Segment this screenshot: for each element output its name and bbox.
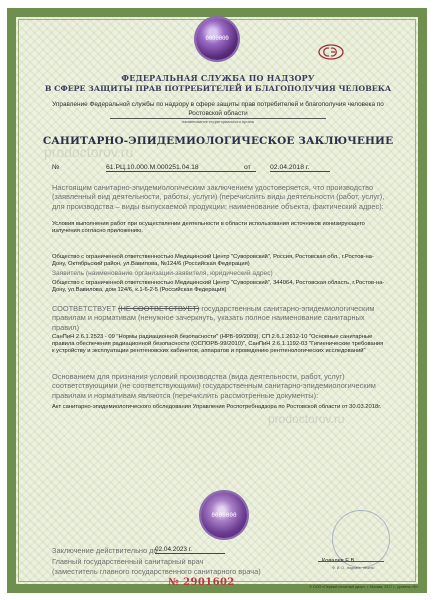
valid-until-date: 02.04.2023 г. — [155, 546, 225, 554]
intro-paragraph: Настоящим санитарно-эпидемиологическим заключением удостоверяется, что производство (заявленный вид деятельности, работы, услуги) (перечислить виды деятельности (работ, услуг), для производства – виды выпускаемой продукции; наименование объекта, фактический адрес): — [52, 183, 385, 211]
office-caption: наименование территориального органа — [182, 120, 254, 124]
number-label: № — [52, 164, 60, 171]
se-logo-icon — [318, 44, 344, 60]
printer-imprint: © ООО «Первый печатный двор», г. Москва, 2017 г., уровень «Б» — [309, 585, 418, 589]
territorial-office: Управление Федеральной службы по надзору в сфере защиты прав потребителей и благополучия человека по Ростовской области — [52, 101, 384, 117]
organization-object: Общество с ограниченной ответственностью Медицинский Центр "Суворовский", Россия, Ростовская обл., г.Ростов-на-Дону, Октябрьский район, ул.Вавилова, №124/6 (Российская Федерация) — [52, 254, 374, 268]
agency-name-line2: В СФЕРЕ ЗАЩИТЫ ПРАВ ПОТРЕБИТЕЛЕЙ И БЛАГОПОЛУЧИЯ ЧЕЛОВЕКА — [44, 84, 392, 93]
hologram-seal-icon — [201, 492, 247, 538]
watermark-bottom: prodoctorov.ru — [268, 412, 345, 426]
signature-line — [318, 561, 384, 562]
activity-text: Условия выполнения работ при осуществлении деятельности в области использования источников ионизирующего излучения согласно приложению. — [52, 221, 365, 235]
inspection-act: Акт санитарно-эпидемиологического обследования Управления Роспотребнадзора по Ростовской области от 30.03.2018г. — [52, 404, 382, 410]
hologram-number: 0000000 — [205, 35, 229, 42]
agency-name-line1: ФЕДЕРАЛЬНАЯ СЛУЖБА ПО НАДЗОРУ — [121, 73, 315, 83]
document-date: 02.04.2018 г. — [270, 164, 330, 172]
hologram-emblem-icon — [196, 18, 238, 60]
compliance-rest: государственным санитарно-эпидемиологическим правилам и нормативам (ненужное зачеркнуть, указать полное наименование санитарных правил) — [52, 304, 375, 332]
applicant-label: Заявитель (наименование организации-заявителя, юридический адрес) — [52, 270, 273, 277]
signatory-name: Ковалев Е.В. — [322, 558, 356, 564]
compliance-struck: (НЕ СООТВЕТСТВУЕТ) — [118, 304, 200, 313]
seal-number: 0000000 — [211, 512, 237, 519]
doctor-title-line2: (заместитель главного государственного санитарного врача) — [52, 567, 261, 576]
date-label: от — [244, 164, 251, 171]
compliance-lead: СООТВЕТСТВУЕТ — [52, 304, 116, 313]
signature-caption: Ф. И. О., подпись, печать — [332, 566, 374, 570]
document-title: САНИТАРНО-ЭПИДЕМИОЛОГИЧЕСКОЕ ЗАКЛЮЧЕНИЕ — [42, 135, 394, 147]
compliance-paragraph — [52, 304, 386, 332]
form-serial-number: № 2901602 — [168, 577, 235, 588]
organization-applicant: Общество с ограниченной ответственностью Медицинский Центр "Суворовский", 344064, Ростовская область, г.Ростов-на-Дону, ул.Вавилова, дом 124/6, к.1-6-2-5 (Российская Федерация) — [52, 280, 385, 294]
valid-until-label: Заключение действительно до — [52, 546, 158, 555]
watermark-top: prodoctorov.ru — [44, 144, 134, 160]
office-underline — [110, 118, 326, 119]
doctor-title-line1: Главный государственный санитарный врач — [52, 557, 204, 566]
norms-list: СанПиН 2.6.1.2523 - 09 "Нормы радиационной безопасности" (НРБ-99/2009), СП 2.6.1.2612-10 "Основные санитарные правила обеспечения радиационной безопасности (ОСПОРБ-99/2010)", СанПиН 2.6.1.1192-03 "Гигиенические требования к устройству и эксплуатации рентгеновских кабинетов, аппаратов и проведению рентгенологических исследований" — [52, 334, 384, 355]
basis-paragraph: Основанием для признания условий производства (вида деятельности, работ, услуг) соответствующими (не соответствующими) государственным санитарно-эпидемиологическим правилам и нормативам являются (перечислить рассмотренные документы): — [52, 372, 376, 400]
document-number: 61.РЦ.10.000.М.000251.04.18 — [106, 164, 256, 172]
